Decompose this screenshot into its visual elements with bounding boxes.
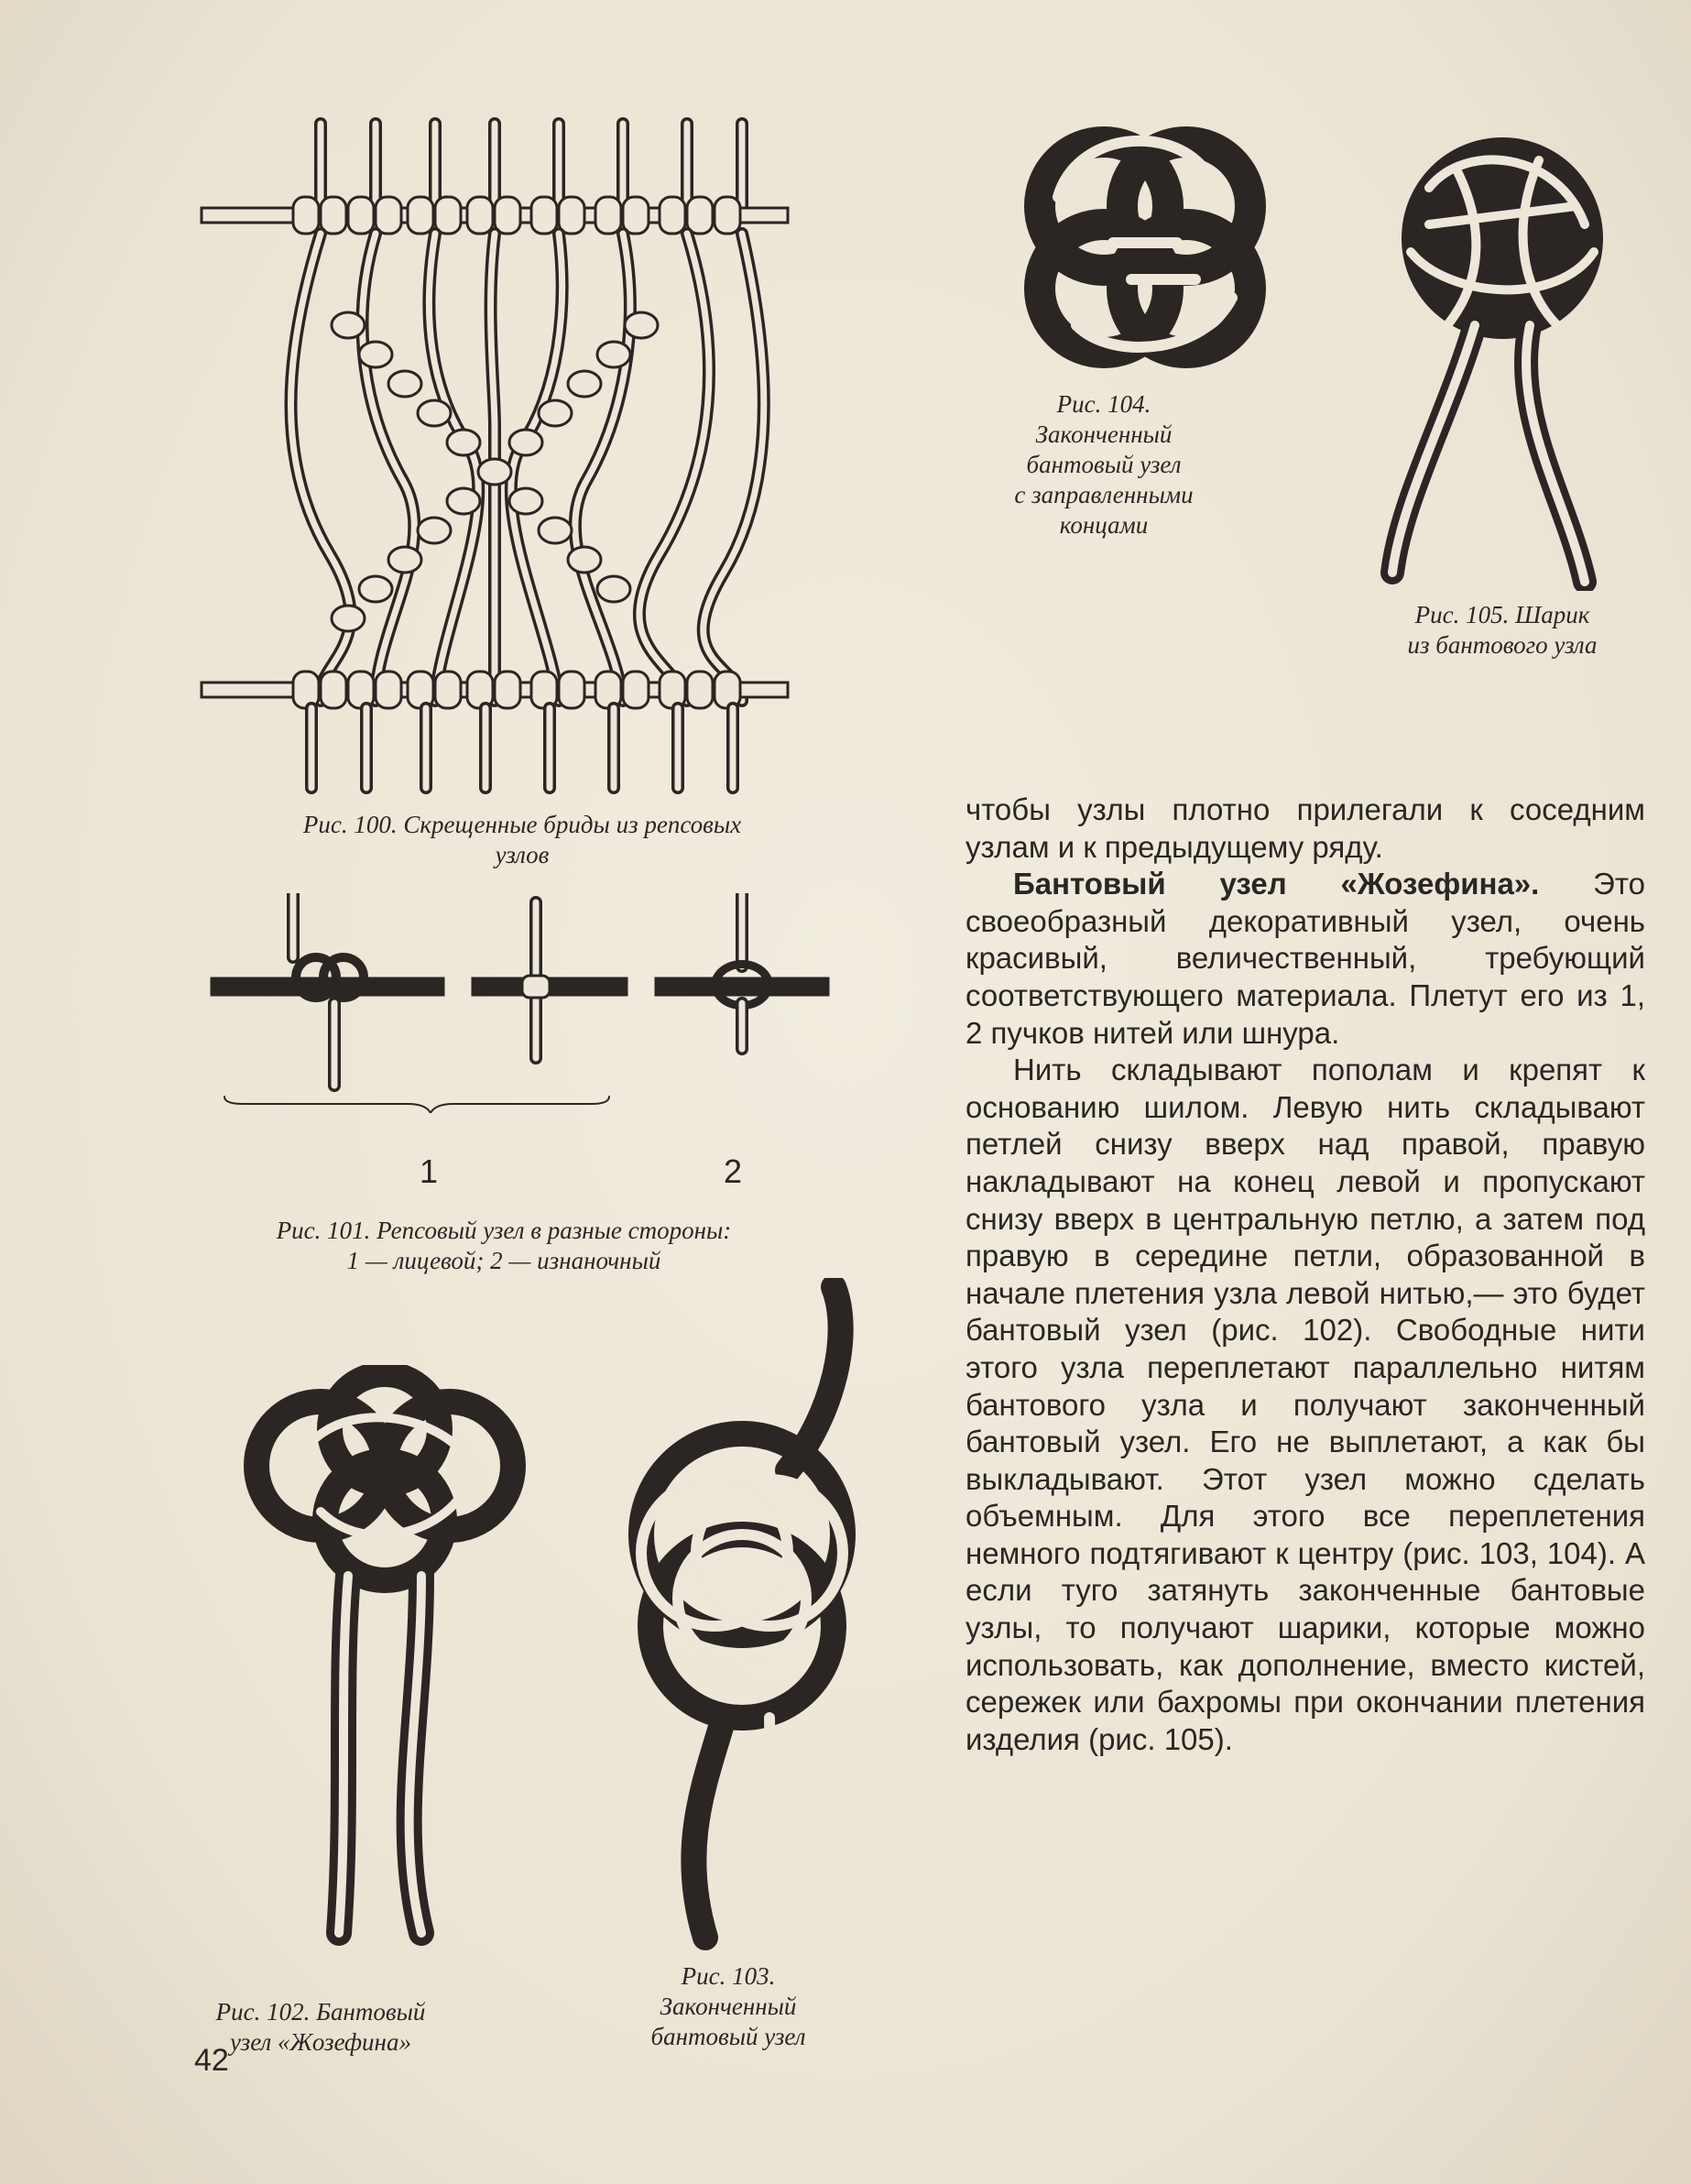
figure-105-caption-line2: из бантового узла [1407, 631, 1598, 659]
figure-101-caption-line2: 1 — лицевой; 2 — изнаночный [346, 1247, 661, 1274]
figure-102-caption-line2: узел «Жозефина» [230, 2028, 411, 2056]
page-number: 42 [194, 2043, 229, 2078]
figure-102-illustration [238, 1365, 540, 1951]
figure-104-caption-line1: Рис. 104. [1056, 390, 1151, 418]
paragraph-2-body: Это своеобразный декоративный узел, очень красивый, величественный, требующий соответствующего материала. Плетут его из 1, 2 пучков нитей или шнура. [966, 867, 1645, 1050]
figure-101-label-1: 1 [420, 1152, 439, 1190]
figure-101-label-2: 2 [724, 1152, 743, 1190]
figure-104-caption-line5: концами [1059, 511, 1149, 539]
figure-100-illustration [192, 115, 797, 802]
figure-101-illustration [206, 893, 847, 1113]
figure-100-caption-line2: узлов [495, 841, 550, 868]
figure-101-caption [192, 1216, 815, 1276]
figure-102-caption-line1: Рис. 102. Бантовый [215, 1998, 426, 2026]
figure-103-caption-line3: бантовый узел [650, 2023, 806, 2050]
paragraph-2 [966, 866, 1645, 1052]
figure-103-illustration [605, 1278, 879, 1965]
paragraph-1: чтобы узлы плотно прилегали к соседним узлам и к предыдущему ряду. [966, 792, 1645, 864]
figure-100-caption [192, 810, 852, 870]
figure-104-caption-line3: бантовый узел [1026, 451, 1182, 478]
figure-103-caption-line2: Законченный [660, 1993, 797, 2020]
figure-104-illustration [1021, 115, 1269, 380]
figure-104-caption-line4: с заправленными [1014, 481, 1194, 508]
figure-101-caption-line1: Рис. 101. Репсовый узел в разные стороны: [276, 1217, 732, 1244]
figure-105-caption-line1: Рис. 105. Шарик [1414, 601, 1590, 628]
figure-103-caption [605, 1961, 852, 2052]
figure-104-caption [966, 389, 1241, 541]
paragraph-3: Нить складывают пополам и крепят к основанию шилом. Левую нить складывают петлей снизу вверх над правой, правую накладывают на конец левой и пропускают снизу вверх в центральную петлю, а затем под правую в середине петли, образованной в начале плетения узла левой нитью,— это будет бантовый узел (рис. 102). Свободные нити этого узла переплетают параллельно нитям бантового узла и получают законченный бантовый узел. Его не выплетают, а как бы выкладывают. Этот узел можно сделать объемным. Для этого все переплетения немного подтягивают к центру (рис. 103, 104). А если туго затянуть законченные бантовые узлы, то получают шарики, которые можно использовать, как дополнение, вместо кистей, сережек или бахромы при окончании плетения изделия (рис. 105). [966, 1053, 1645, 1756]
paragraph-2-heading: Бантовый узел «Жозефина». [1013, 867, 1540, 901]
body-text-column [966, 792, 1645, 1758]
figure-105-illustration [1374, 115, 1631, 591]
figure-100-caption-line1: Рис. 100. Скрещенные бриды из репсовых [302, 811, 742, 838]
figure-103-caption-line1: Рис. 103. [681, 1962, 776, 1990]
figure-105-caption [1356, 600, 1649, 661]
figure-104-caption-line2: Законченный [1035, 420, 1173, 448]
